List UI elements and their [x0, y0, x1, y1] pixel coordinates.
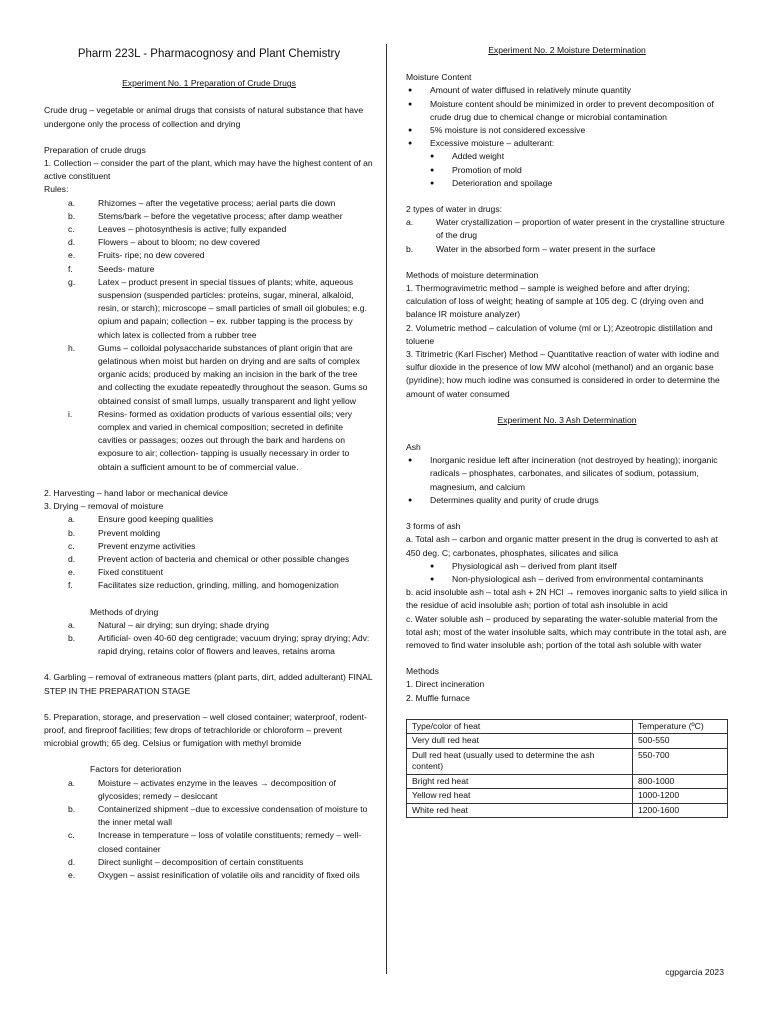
list-item [44, 829, 374, 855]
list-marker: d. [68, 237, 76, 248]
bullet-icon: ● [408, 457, 413, 465]
list-marker: a. [68, 514, 76, 525]
methods-of-drying-heading: Methods of drying [90, 606, 159, 617]
bullet-icon: ● [408, 100, 413, 108]
heat-temperature-table [406, 719, 728, 819]
list-marker: a. [68, 619, 76, 630]
list-text: Artificial- oven 40-60 deg centigrade; vacuum drying; spray drying; Adv: rapid drying, retains color of flowers and leaves, retains aroma [98, 632, 370, 657]
rules-list [44, 197, 374, 474]
bullet-icon: ● [430, 562, 435, 570]
list-item [44, 197, 374, 210]
ash-list [406, 454, 728, 507]
list-text: Water crystallization – proportion of water present in the crystalline structure of the drug [436, 217, 725, 241]
list-item [406, 454, 728, 494]
list-text: Water in the absorbed form – water present in the surface [436, 243, 656, 254]
list-item [406, 84, 728, 97]
list-item [44, 803, 374, 829]
list-item [44, 276, 374, 342]
list-text: 5% moisture is not considered excessive [430, 125, 586, 136]
list-text: Ensure good keeping qualities [98, 514, 214, 525]
table-row [407, 774, 728, 789]
list-item [382, 216, 728, 242]
list-text: Direct sunlight – decomposition of certain constituents [98, 856, 304, 867]
list-item [406, 573, 728, 586]
list-text: Deterioration and spoilage [452, 177, 553, 188]
list-text: Added weight [452, 151, 505, 162]
deterioration-list [44, 777, 374, 883]
list-text: Moisture content should be minimized in order to prevent decomposition of crude drug due to chemical change or microbial contamination [430, 98, 714, 122]
list-text: Leaves – photosynthesis is active; fully expanded [98, 224, 287, 235]
water-types-list [382, 216, 728, 256]
list-item [44, 513, 374, 526]
titrimetric-method: 3. Titrimetric (Karl Fischer) Method – Quantitative reaction of water with iodine and sulfur dioxide in the presence of low MW alcohol (methanol) and an organic base (pyridine); how much iodine was consumed is considered in order to determine the amount of water consumed [406, 349, 720, 399]
list-marker: c. [68, 540, 75, 551]
list-text: Increase in temperature – loss of volatile constituents; remedy – well-closed container [98, 830, 362, 854]
list-marker: f. [68, 263, 73, 274]
list-item [44, 263, 374, 276]
list-marker: a. [406, 217, 414, 228]
list-text: Fruits- ripe; no dew covered [98, 250, 205, 261]
list-item [44, 236, 374, 249]
experiment-2-title: Experiment No. 2 Moisture Determination [488, 45, 646, 55]
moisture-heading: Moisture Content [406, 72, 472, 83]
list-text: Natural – air drying; sun drying; shade drying [98, 619, 270, 630]
list-text: Gums – colloidal polysaccharide substances of plant origin that are gelatinous when moist but harden on drying and are salts of complex organic acids; produced by making an incision in the bark of the tree and collecting the exudate repeatedly throughout the season. Gums so obtained consist of small lumps, usually transparent and light yellow [98, 342, 368, 406]
list-text: Stems/bark – before the vegetative process; after damp weather [98, 210, 343, 221]
list-item [44, 540, 374, 553]
deterioration-heading: Factors for deterioration [90, 764, 182, 775]
list-marker: b. [68, 803, 76, 814]
list-item [44, 777, 374, 803]
garbling-step: 4. Garbling – removal of extraneous matters (plant parts, dirt, added adulterant) FINAL STEP IN THE PREPARATION STAGE [44, 672, 373, 696]
list-item [406, 150, 728, 163]
list-marker: e. [68, 567, 76, 578]
list-marker: f. [68, 580, 73, 591]
list-text: Determines quality and purity of crude drugs [430, 494, 599, 505]
experiment-1-title: Experiment No. 1 Preparation of Crude Drugs [122, 78, 296, 89]
column-divider [386, 44, 387, 974]
volumetric-method: 2. Volumetric method – calculation of volume (ml or L); Azeotropic distillation and toluene [406, 322, 713, 346]
list-item [44, 249, 374, 262]
right-column [406, 44, 728, 818]
bullet-icon: ● [408, 87, 413, 95]
table-cell: 800-1000 [633, 774, 728, 789]
list-text: Promotion of mold [452, 164, 522, 175]
table-cell: Bright red heat [407, 774, 633, 789]
bullet-icon: ● [408, 496, 413, 504]
document-title: Pharm 223L - Pharmacognosy and Plant Chemistry [77, 48, 341, 60]
list-text: Seeds- mature [98, 263, 155, 274]
list-text: Prevent enzyme activities [98, 540, 196, 551]
table-cell: 500-550 [633, 734, 728, 749]
list-text: Inorganic residue left after incineration (not destroyed by heating); inorganic radicals – phosphates, carbonates, and silicates of sodium, potassium, magnesium, and calcium [430, 455, 718, 492]
list-text: Fixed constituent [98, 567, 163, 578]
collection-step: 1. Collection – consider the part of the plant, which may have the highest content of an active constituent [44, 158, 373, 182]
list-item [44, 856, 374, 869]
table-cell: Dull red heat (usually used to determine the ash content) [407, 748, 633, 774]
list-marker: a. [68, 197, 76, 208]
list-item [406, 494, 728, 507]
harvesting-step: 2. Harvesting – hand labor or mechanical device [44, 487, 228, 498]
methods-of-drying-list [44, 619, 374, 659]
list-marker: d. [68, 553, 76, 564]
acid-insoluble-ash: b. acid insoluble ash – total ash + 2N HCl → removes inorganic salts to yield silica in the residue of acid insoluble ash; portion of total ash insoluble in acid [406, 587, 728, 611]
list-item [44, 566, 374, 579]
method-direct-incineration: 1. Direct incineration [406, 679, 485, 690]
list-text: Excessive moisture – adulterant: [430, 138, 555, 149]
table-cell: White red heat [407, 803, 633, 818]
list-item [406, 137, 728, 150]
list-item [382, 243, 728, 256]
table-cell: Very dull red heat [407, 734, 633, 749]
list-marker: c. [68, 224, 75, 235]
total-ash: a. Total ash – carbon and organic matter present in the drug is converted to ash at 450 deg. C; carbonates, phosphates, silicates and silica [406, 534, 718, 558]
bullet-icon: ● [430, 166, 435, 174]
list-item [406, 124, 728, 137]
list-text: Facilitates size reduction, grinding, milling, and homogenization [98, 580, 339, 591]
table-header: Type/color of heat [407, 719, 633, 734]
list-text: Moisture – activates enzyme in the leaves → decomposition of glycosides; remedy – desiccant [98, 777, 336, 801]
list-text: Oxygen – assist resinification of volatile oils and rancidity of fixed oils [98, 869, 360, 880]
ash-heading: Ash [406, 442, 421, 453]
list-marker: g. [68, 276, 76, 287]
list-text: Rhizomes – after the vegetative process; aerial parts die down [98, 197, 336, 208]
list-item [44, 869, 374, 882]
list-item [44, 210, 374, 223]
list-item [44, 342, 374, 408]
list-text: Latex – product present in special tissues of plants; white, aqueous suspension (suspended particles: proteins, sugar, mineral, alkaloid, resin, or starch); microscope – small particles of small oil globules; e.g. opium and papain; collection – ex. rubber tapping is the process by which latex is collected from a rubber tree [98, 276, 367, 340]
list-marker: a. [68, 777, 76, 788]
list-marker: c. [68, 830, 75, 841]
table-row [407, 789, 728, 804]
list-item [44, 579, 374, 592]
list-marker: e. [68, 250, 76, 261]
list-text: Prevent molding [98, 527, 161, 538]
bullet-icon: ● [430, 153, 435, 161]
methods-moisture-heading: Methods of moisture determination [406, 269, 539, 280]
list-marker: d. [68, 856, 76, 867]
list-text: Containerized shipment –due to excessive condensation of moisture to the inner metal wall [98, 803, 368, 828]
list-item [44, 619, 374, 632]
list-marker: i. [68, 408, 73, 419]
list-text: Amount of water diffused in relatively minute quantity [430, 85, 631, 96]
list-text: Resins- formed as oxidation products of various essential oils; very complex and varied in chemical composition; secreted in definite cavities or passages; oozes out through the bark and hardens on exposure to air; collection- tapping is usually necessary in order to obtain a sufficient amount to be of commercial value. [98, 408, 353, 472]
bullet-icon: ● [408, 140, 413, 148]
experiment-3-title: Experiment No. 3 Ash Determination [497, 414, 637, 425]
list-item [44, 223, 374, 236]
list-marker: b. [68, 632, 76, 643]
bullet-icon: ● [430, 179, 435, 187]
list-marker: e. [68, 869, 76, 880]
list-marker: h. [68, 342, 76, 353]
rules-label: Rules: [44, 184, 69, 195]
list-marker: b. [68, 210, 76, 221]
list-item [406, 164, 728, 177]
list-marker: b. [68, 527, 76, 538]
list-item [44, 527, 374, 540]
list-text: Physiological ash – derived from plant itself [452, 560, 617, 571]
table-row [407, 803, 728, 818]
drying-step: 3. Drying – removal of moisture [44, 501, 164, 512]
list-item [44, 553, 374, 566]
preservation-step: 5. Preparation, storage, and preservation – well closed container; waterproof, rodent-proof, and fireproof facilities; few drops of tetrachloride or chloroform – prevent microbial growth; 65 deg. Celsius or fumigation with methyl bromide [44, 711, 367, 749]
table-row [407, 748, 728, 774]
bullet-icon: ● [408, 127, 413, 135]
list-item [44, 632, 374, 658]
water-types-heading: 2 types of water in drugs: [406, 204, 503, 215]
method-muffle-furnace: 2. Muffle furnace [406, 692, 470, 703]
table-cell: 1000-1200 [633, 789, 728, 804]
list-marker: b. [406, 243, 414, 254]
methods-heading: Methods [406, 666, 439, 677]
drying-list [44, 513, 374, 592]
water-soluble-ash: c. Water soluble ash – produced by separating the water-soluble material from the total ash; most of the water insoluble salts, which may contribute in the total ash, are removed to find water insoluble ash; portion of the total ash soluble with water [406, 613, 727, 650]
thermogravimetric-method: 1. Thermogravimetric method – sample is weighed before and after drying; calculation of loss of weight; heating of sample at 105 deg. C (drying oven and balance IR moisture analyzer) [406, 283, 704, 320]
list-text: Non-physiological ash – derived from environmental contaminants [452, 573, 704, 584]
crude-drug-definition: Crude drug – vegetable or animal drugs that consists of natural substance that have undergone only the process of collection and drying [44, 105, 364, 129]
adulterant-list [406, 150, 728, 190]
left-column [44, 44, 374, 882]
table-cell: 550-700 [633, 748, 728, 774]
list-item [406, 98, 728, 124]
table-cell: Yellow red heat [407, 789, 633, 804]
table-header: Temperature (ºC) [633, 719, 728, 734]
footer-credit: cgpgarcia 2023 [665, 967, 724, 977]
list-text: Prevent action of bacteria and chemical or other possible changes [98, 553, 350, 564]
forms-of-ash-heading: 3 forms of ash [406, 521, 461, 532]
table-cell: 1200-1600 [633, 803, 728, 818]
table-row [407, 734, 728, 749]
list-text: Flowers – about to bloom; no dew covered [98, 237, 260, 248]
table-header-row [407, 719, 728, 734]
total-ash-sublist [406, 560, 728, 586]
bullet-icon: ● [430, 575, 435, 583]
preparation-heading: Preparation of crude drugs [44, 144, 146, 155]
moisture-list [406, 84, 728, 150]
list-item [406, 177, 728, 190]
list-item [406, 560, 728, 573]
list-item [44, 408, 374, 474]
